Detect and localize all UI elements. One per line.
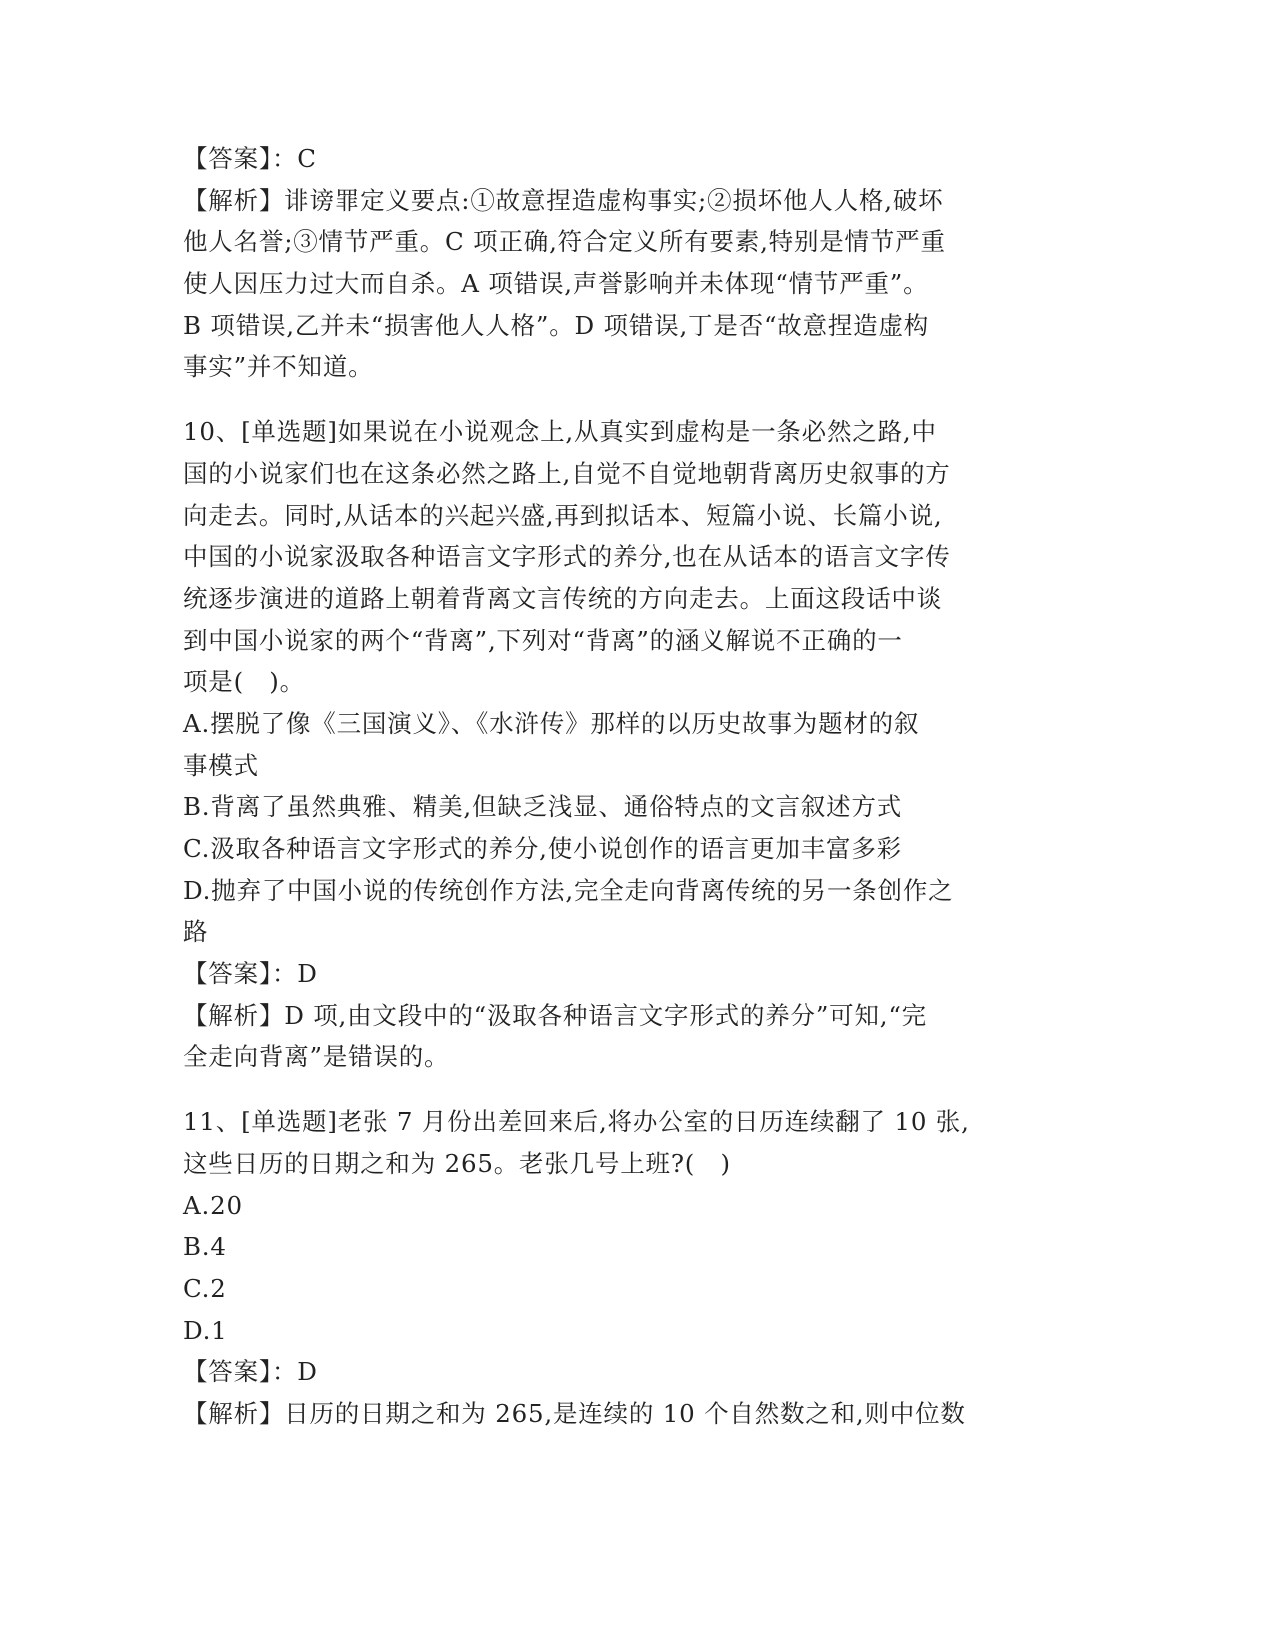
question-stem-line: 向走去。同时,从话本的兴起兴盛,再到拟话本、短篇小说、长篇小说, bbox=[183, 500, 943, 530]
question-stem-line: 统逐步演进的道路上朝着背离文言传统的方向走去。上面这段话中谈 bbox=[183, 583, 942, 613]
analysis-line: 全走向背离”是错误的。 bbox=[183, 1042, 450, 1072]
option-a: A.摆脱了像《三国演义》、《水浒传》那样的以历史故事为题材的叙 bbox=[183, 708, 920, 738]
analysis-line: B 项错误,乙并未“损害他人人格”。D 项错误,丁是否“故意捏造虚构 bbox=[183, 310, 930, 340]
answer-label: 【答案】 bbox=[183, 1357, 272, 1387]
answer-line bbox=[183, 138, 1043, 180]
question-10 bbox=[183, 411, 1043, 1078]
option-d: D.1 bbox=[183, 1315, 228, 1345]
analysis-text: 诽谤罪定义要点:①故意捏造虚构事实;②损坏他人人格,破坏 bbox=[284, 185, 944, 215]
analysis-label: 【解析】 bbox=[183, 1398, 285, 1428]
analysis-label: 【解析】 bbox=[183, 1000, 285, 1030]
answer-value: D bbox=[297, 1357, 318, 1387]
section-gap bbox=[183, 1078, 1043, 1101]
analysis-line: 使人因压力过大而自杀。A 项错误,声誉影响并未体现“情节严重”。 bbox=[183, 269, 929, 299]
question-stem-line: 10、[单选题]如果说在小说观念上,从真实到虚构是一条必然之路,中 bbox=[183, 417, 937, 447]
option-a-continued: 事模式 bbox=[183, 750, 259, 780]
analysis-text: D 项,由文段中的“汲取各种语言文字形式的养分”可知,“完 bbox=[284, 1000, 927, 1030]
question-stem-line: 项是( )。 bbox=[183, 667, 305, 697]
option-d: D.抛弃了中国小说的传统创作方法,完全走向背离传统的另一条创作之 bbox=[183, 875, 954, 905]
answer-line bbox=[183, 1351, 1043, 1393]
analysis-line bbox=[183, 995, 1043, 1037]
option-b: B.4 bbox=[183, 1232, 227, 1262]
question-11 bbox=[183, 1101, 1043, 1435]
question-stem-line: 中国的小说家汲取各种语言文字形式的养分,也在从话本的语言文字传 bbox=[183, 542, 951, 572]
option-b: B.背离了虽然典雅、精美,但缺乏浅显、通俗特点的文言叙述方式 bbox=[183, 792, 903, 822]
question-stem-line: 国的小说家们也在这条必然之路上,自觉不自觉地朝背离历史叙事的方 bbox=[183, 458, 951, 488]
question-stem-line: 11、[单选题]老张 7 月份出差回来后,将办公室的日历连续翻了 10 张, bbox=[183, 1107, 970, 1137]
answer-separator: ： bbox=[271, 959, 298, 989]
question-stem-line: 这些日历的日期之和为 265。老张几号上班?( ) bbox=[183, 1148, 731, 1178]
answer-value: D bbox=[297, 959, 318, 989]
question-stem-line: 到中国小说家的两个“背离”,下列对“背离”的涵义解说不正确的一 bbox=[183, 625, 903, 655]
document-page bbox=[183, 138, 1043, 1435]
answer-line bbox=[183, 953, 1043, 995]
option-c: C.汲取各种语言文字形式的养分,使小说创作的语言更加丰富多彩 bbox=[183, 834, 902, 863]
answer-separator: ： bbox=[271, 144, 298, 173]
analysis-line bbox=[183, 1393, 1043, 1435]
question-9-answer-block bbox=[183, 138, 1043, 388]
answer-value: C bbox=[297, 144, 317, 173]
analysis-label: 【解析】 bbox=[183, 185, 285, 215]
analysis-text: 日历的日期之和为 265,是连续的 10 个自然数之和,则中位数 bbox=[284, 1398, 966, 1428]
analysis-line bbox=[183, 180, 1043, 222]
section-gap bbox=[183, 388, 1043, 411]
answer-label: 【答案】 bbox=[183, 959, 272, 989]
option-d-continued: 路 bbox=[183, 917, 209, 947]
analysis-line: 他人名誉;③情节严重。C 项正确,符合定义所有要素,特别是情节严重 bbox=[183, 227, 946, 257]
answer-separator: ： bbox=[271, 1357, 298, 1387]
option-c: C.2 bbox=[183, 1273, 227, 1303]
answer-label: 【答案】 bbox=[183, 144, 272, 173]
analysis-line: 事实”并不知道。 bbox=[183, 352, 374, 382]
option-a: A.20 bbox=[183, 1190, 243, 1220]
